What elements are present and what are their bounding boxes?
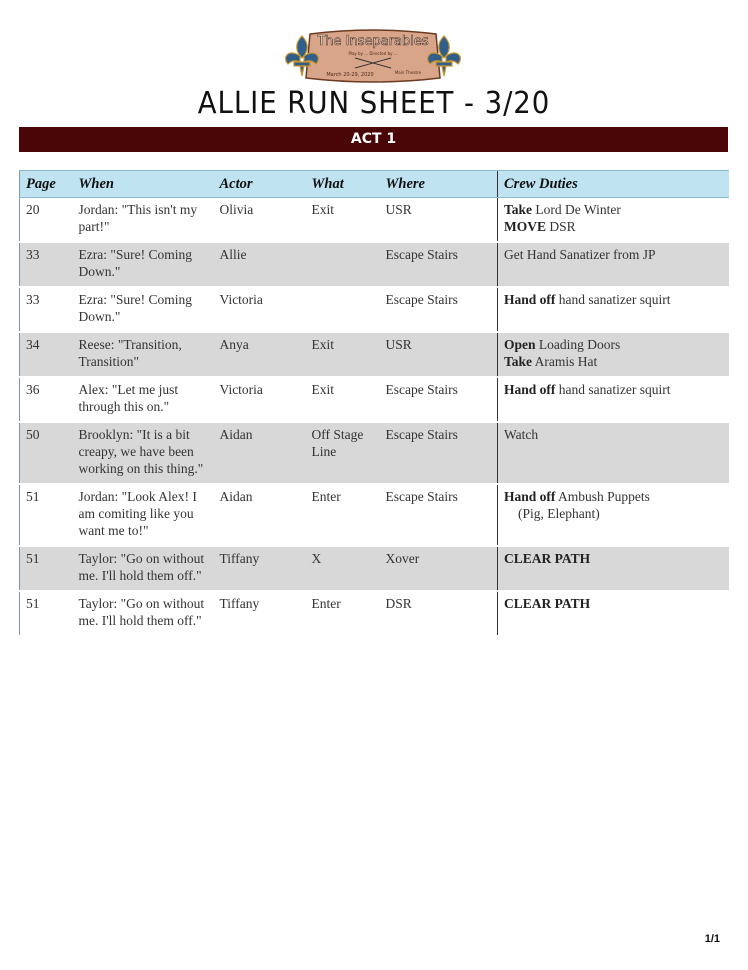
duty-line: [504, 336, 723, 353]
duty-line: [504, 246, 723, 263]
show-logo: [280, 28, 466, 84]
cell-crew-duties: [498, 546, 729, 591]
cell-actor: Tiffany: [214, 591, 306, 636]
cell-when: Taylor: "Go on without me. I'll hold them off.": [73, 591, 214, 636]
cell-where: Xover: [380, 546, 498, 591]
duty-action: Hand off: [504, 382, 556, 397]
duty-line: [504, 381, 723, 398]
logo-dates: March 20-29, 2020: [326, 72, 374, 78]
cell-what: [306, 287, 380, 332]
cell-page: 51: [20, 546, 73, 591]
duty-action: Hand off: [504, 489, 556, 504]
table-row: [20, 484, 729, 546]
cell-actor: Aidan: [214, 422, 306, 484]
duty-line: [504, 218, 723, 235]
cell-what: [306, 242, 380, 287]
cell-where: Escape Stairs: [380, 377, 498, 422]
cell-page: 34: [20, 332, 73, 377]
col-header-when: When: [73, 171, 214, 198]
cell-when: Ezra: "Sure! Coming Down.": [73, 287, 214, 332]
table-row: [20, 546, 729, 591]
cell-what: X: [306, 546, 380, 591]
table-row: [20, 377, 729, 422]
duty-action: Hand off: [504, 292, 556, 307]
cell-where: Escape Stairs: [380, 422, 498, 484]
cell-crew-duties: [498, 422, 729, 484]
duty-line: [504, 353, 723, 370]
cell-actor: Tiffany: [214, 546, 306, 591]
cell-when: Jordan: "Look Alex! I am comiting like you want me to!": [73, 484, 214, 546]
cell-actor: Victoria: [214, 287, 306, 332]
duty-text: Lord De Winter: [532, 202, 621, 217]
cell-when: Reese: "Transition, Transition": [73, 332, 214, 377]
duty-text: (Pig, Elephant): [518, 506, 600, 521]
cell-what: Exit: [306, 332, 380, 377]
duty-text: DSR: [546, 219, 576, 234]
cell-what: Exit: [306, 377, 380, 422]
cell-actor: Allie: [214, 242, 306, 287]
cell-what: Enter: [306, 591, 380, 636]
cell-actor: Anya: [214, 332, 306, 377]
cell-where: Escape Stairs: [380, 242, 498, 287]
cell-crew-duties: [498, 242, 729, 287]
cell-when: Taylor: "Go on without me. I'll hold them off.": [73, 546, 214, 591]
duty-line: [504, 505, 723, 522]
table-row: [20, 332, 729, 377]
duty-action: Take: [504, 354, 533, 369]
duty-line: [504, 291, 723, 308]
cell-where: Escape Stairs: [380, 287, 498, 332]
table-row: [20, 242, 729, 287]
duty-text: hand sanatizer squirt: [555, 382, 671, 397]
duty-line: [504, 201, 723, 218]
duty-text: Ambush Puppets: [555, 489, 650, 504]
cell-page: 51: [20, 484, 73, 546]
table-row: [20, 287, 729, 332]
table-row: [20, 422, 729, 484]
logo-venue: Main Theatre: [394, 70, 422, 75]
cell-crew-duties: [498, 198, 729, 243]
table-row: [20, 591, 729, 636]
cell-actor: Aidan: [214, 484, 306, 546]
duty-action: Open: [504, 337, 536, 352]
cell-when: Jordan: "This isn't my part!": [73, 198, 214, 243]
duty-text: Get Hand Sanatizer from JP: [504, 247, 656, 262]
col-header-page: Page: [20, 171, 73, 198]
cell-crew-duties: [498, 287, 729, 332]
duty-text: Aramis Hat: [532, 354, 598, 369]
run-sheet-table: [19, 170, 729, 637]
cell-crew-duties: [498, 332, 729, 377]
logo-title: The Inseparables: [317, 34, 429, 49]
cell-crew-duties: [498, 484, 729, 546]
cell-where: Escape Stairs: [380, 484, 498, 546]
page-title: ALLIE RUN SHEET - 3/20: [197, 86, 551, 121]
cell-when: Alex: "Let me just through this on.": [73, 377, 214, 422]
cell-what: Exit: [306, 198, 380, 243]
cell-what: Off Stage Line: [306, 422, 380, 484]
cell-where: USR: [380, 198, 498, 243]
duty-line: [504, 595, 723, 612]
cell-when: Brooklyn: "It is a bit creapy, we have been working on this thing.": [73, 422, 214, 484]
cell-where: USR: [380, 332, 498, 377]
cell-page: 36: [20, 377, 73, 422]
duty-action: MOVE: [504, 219, 546, 234]
cell-when: Ezra: "Sure! Coming Down.": [73, 242, 214, 287]
cell-page: 20: [20, 198, 73, 243]
col-header-where: Where: [380, 171, 498, 198]
duty-line: [504, 426, 723, 443]
col-header-what: What: [306, 171, 380, 198]
page-indicator: 1/1: [704, 933, 720, 945]
table-row: [20, 198, 729, 243]
cell-what: Enter: [306, 484, 380, 546]
cell-page: 33: [20, 287, 73, 332]
duty-line: [504, 550, 723, 567]
duty-text: Watch: [504, 427, 539, 442]
col-header-actor: Actor: [214, 171, 306, 198]
act-header: ACT 1: [19, 127, 728, 152]
duty-action: CLEAR PATH: [504, 596, 591, 611]
cell-page: 51: [20, 591, 73, 636]
cell-actor: Olivia: [214, 198, 306, 243]
duty-text: hand sanatizer squirt: [555, 292, 671, 307]
duty-action: CLEAR PATH: [504, 551, 591, 566]
cell-actor: Victoria: [214, 377, 306, 422]
cell-page: 33: [20, 242, 73, 287]
logo-graphic: [280, 28, 466, 84]
duty-action: Take: [504, 202, 533, 217]
cell-crew-duties: [498, 377, 729, 422]
logo-line1: Play by ... Directed by ...: [348, 51, 398, 56]
cell-crew-duties: [498, 591, 729, 636]
table-header-row: [20, 171, 729, 198]
col-header-crew-duties: Crew Duties: [498, 171, 729, 198]
duty-text: Loading Doors: [535, 337, 621, 352]
duty-line: [504, 488, 723, 505]
cell-where: DSR: [380, 591, 498, 636]
cell-page: 50: [20, 422, 73, 484]
